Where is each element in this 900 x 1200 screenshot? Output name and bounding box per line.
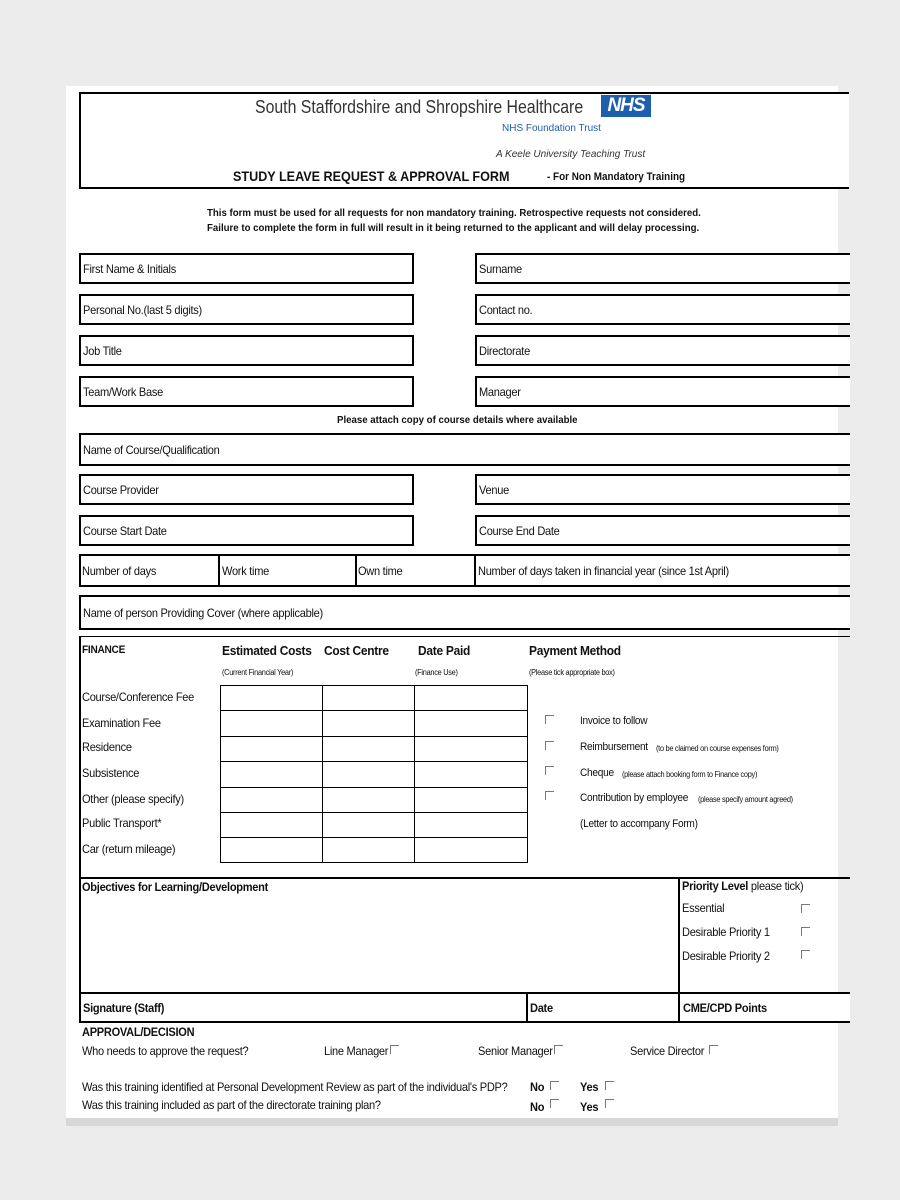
method-note: (please attach booking form to Finance copy) xyxy=(622,770,758,779)
form-title: STUDY LEAVE REQUEST & APPROVAL FORM xyxy=(233,168,510,184)
finance-row-label: Examination Fee xyxy=(82,716,161,730)
priority-label: Essential xyxy=(682,901,725,915)
approval-heading: APPROVAL/DECISION xyxy=(82,1025,195,1039)
plan-question: Was this training included as part of the directorate training plan? xyxy=(82,1098,381,1112)
pdp-no-checkbox[interactable] xyxy=(550,1081,559,1090)
priority-heading-wrap xyxy=(682,879,803,893)
plan-yes-checkbox[interactable] xyxy=(605,1099,614,1108)
course-provider-label: Course Provider xyxy=(83,483,159,497)
team-base-label: Team/Work Base xyxy=(83,385,163,399)
finance-row-label: Course/Conference Fee xyxy=(82,690,195,704)
date-field[interactable] xyxy=(526,992,680,1023)
reimbursement-checkbox[interactable] xyxy=(545,741,554,750)
first-name-field[interactable] xyxy=(79,253,414,284)
service-director-checkbox[interactable] xyxy=(709,1045,718,1054)
plan-no-checkbox[interactable] xyxy=(550,1099,559,1108)
method-label: Cheque xyxy=(580,767,614,779)
days-row xyxy=(79,554,850,587)
contribution-checkbox[interactable] xyxy=(545,791,554,800)
priority-1-checkbox[interactable] xyxy=(801,927,810,936)
end-date-field[interactable] xyxy=(475,515,850,546)
method-label: Invoice to follow xyxy=(580,715,648,727)
date-label: Date xyxy=(530,1001,553,1015)
directorate-label: Directorate xyxy=(479,344,530,358)
num-days-label[interactable]: Number of days xyxy=(82,564,157,578)
org-name: South Staffordshire and Shropshire Healthcare xyxy=(255,97,584,117)
payment-method-header: Payment Method xyxy=(529,643,621,658)
line-manager-checkbox[interactable] xyxy=(390,1045,399,1054)
course-name-field[interactable] xyxy=(79,433,850,466)
plan-no-label: No xyxy=(530,1100,545,1114)
line-manager-label: Line Manager xyxy=(324,1044,389,1058)
essential-checkbox[interactable] xyxy=(801,904,810,913)
plan-yes-label: Yes xyxy=(580,1100,599,1114)
contact-no-field[interactable] xyxy=(475,294,850,325)
priority-label: Desirable Priority 1 xyxy=(682,925,770,939)
course-provider-field[interactable] xyxy=(79,474,414,505)
cover-field[interactable] xyxy=(79,595,850,630)
approval-who: Who needs to approve the request? xyxy=(82,1044,249,1058)
priority-tick-note: please tick) xyxy=(750,879,804,893)
method-note: (to be claimed on course expenses form) xyxy=(656,744,779,753)
nhs-logo: NHS xyxy=(601,95,651,117)
finance-heading: FINANCE xyxy=(82,644,126,656)
teaching-trust: A Keele University Teaching Trust xyxy=(496,149,646,160)
work-time-label[interactable]: Work time xyxy=(222,564,270,578)
finance-row-label: Public Transport* xyxy=(82,816,162,830)
venue-field[interactable] xyxy=(475,474,850,505)
end-date-label: Course End Date xyxy=(479,524,560,538)
priority-heading: Priority Level xyxy=(682,879,749,893)
foundation-trust: NHS Foundation Trust xyxy=(502,123,601,134)
invoice-checkbox[interactable] xyxy=(545,715,554,724)
personal-no-field[interactable] xyxy=(79,294,414,325)
service-director-label: Service Director xyxy=(630,1044,705,1058)
directorate-field[interactable] xyxy=(475,335,850,366)
intro-line-2: Failure to complete the form in full will result in it being returned to the applicant and will delay processing. xyxy=(207,222,700,234)
bottom-rule xyxy=(66,1118,838,1126)
cheque-checkbox[interactable] xyxy=(545,766,554,775)
pdp-yes-checkbox[interactable] xyxy=(605,1081,614,1090)
senior-manager-checkbox[interactable] xyxy=(554,1045,563,1054)
method-label: Contribution by employee xyxy=(580,792,689,804)
surname-field[interactable] xyxy=(475,253,850,284)
own-time-label[interactable]: Own time xyxy=(358,564,403,578)
attach-note: Please attach copy of course details where available xyxy=(337,414,578,426)
objectives-heading: Objectives for Learning/Development xyxy=(82,880,269,894)
cpd-label: CME/CPD Points xyxy=(683,1001,767,1015)
pdp-question: Was this training identified at Personal Development Review as part of the individual's PDP? xyxy=(82,1080,508,1094)
form-subtitle: - For Non Mandatory Training xyxy=(547,171,686,183)
method-note: (please specify amount agreed) xyxy=(698,795,793,804)
finance-row-label: Subsistence xyxy=(82,766,140,780)
days-taken-label[interactable]: Number of days taken in financial year (since 1st April) xyxy=(478,564,729,578)
priority-2-checkbox[interactable] xyxy=(801,950,810,959)
start-date-field[interactable] xyxy=(79,515,414,546)
finance-row-label: Residence xyxy=(82,740,132,754)
first-name-label: First Name & Initials xyxy=(83,262,176,276)
surname-label: Surname xyxy=(479,262,522,276)
cost-centre-header: Cost Centre xyxy=(324,643,389,658)
start-date-label: Course Start Date xyxy=(83,524,167,538)
pdp-no-label: No xyxy=(530,1080,545,1094)
personal-no-label: Personal No.(last 5 digits) xyxy=(83,303,202,317)
manager-field[interactable] xyxy=(475,376,850,407)
cpd-field[interactable] xyxy=(678,992,850,1023)
letter-note: (Letter to accompany Form) xyxy=(580,818,698,830)
date-paid-header: Date Paid xyxy=(418,643,471,658)
method-label: Reimbursement xyxy=(580,741,648,753)
team-base-field[interactable] xyxy=(79,376,414,407)
finance-row-label: Car (return mileage) xyxy=(82,842,176,856)
contact-no-label: Contact no. xyxy=(479,303,533,317)
finance-row-label: Other (please specify) xyxy=(82,792,184,806)
senior-manager-label: Senior Manager xyxy=(478,1044,553,1058)
payment-method-sub: (Please tick appropriate box) xyxy=(529,668,615,677)
manager-label: Manager xyxy=(479,385,521,399)
priority-label: Desirable Priority 2 xyxy=(682,949,770,963)
date-paid-sub: (Finance Use) xyxy=(415,668,458,677)
intro-line-1: This form must be used for all requests for non mandatory training. Retrospective requests not considered. xyxy=(207,207,701,219)
pdp-yes-label: Yes xyxy=(580,1080,599,1094)
cover-label: Name of person Providing Cover (where applicable) xyxy=(83,606,323,620)
signature-field[interactable] xyxy=(79,992,528,1023)
job-title-field[interactable] xyxy=(79,335,414,366)
job-title-label: Job Title xyxy=(83,344,122,358)
finance-grid xyxy=(220,685,528,863)
course-name-label: Name of Course/Qualification xyxy=(83,443,220,457)
objectives-box[interactable] xyxy=(79,877,680,994)
signature-label: Signature (Staff) xyxy=(83,1001,165,1015)
venue-label: Venue xyxy=(479,483,509,497)
estimated-costs-sub: (Current Financial Year) xyxy=(222,668,294,677)
estimated-costs-header: Estimated Costs xyxy=(222,643,312,658)
